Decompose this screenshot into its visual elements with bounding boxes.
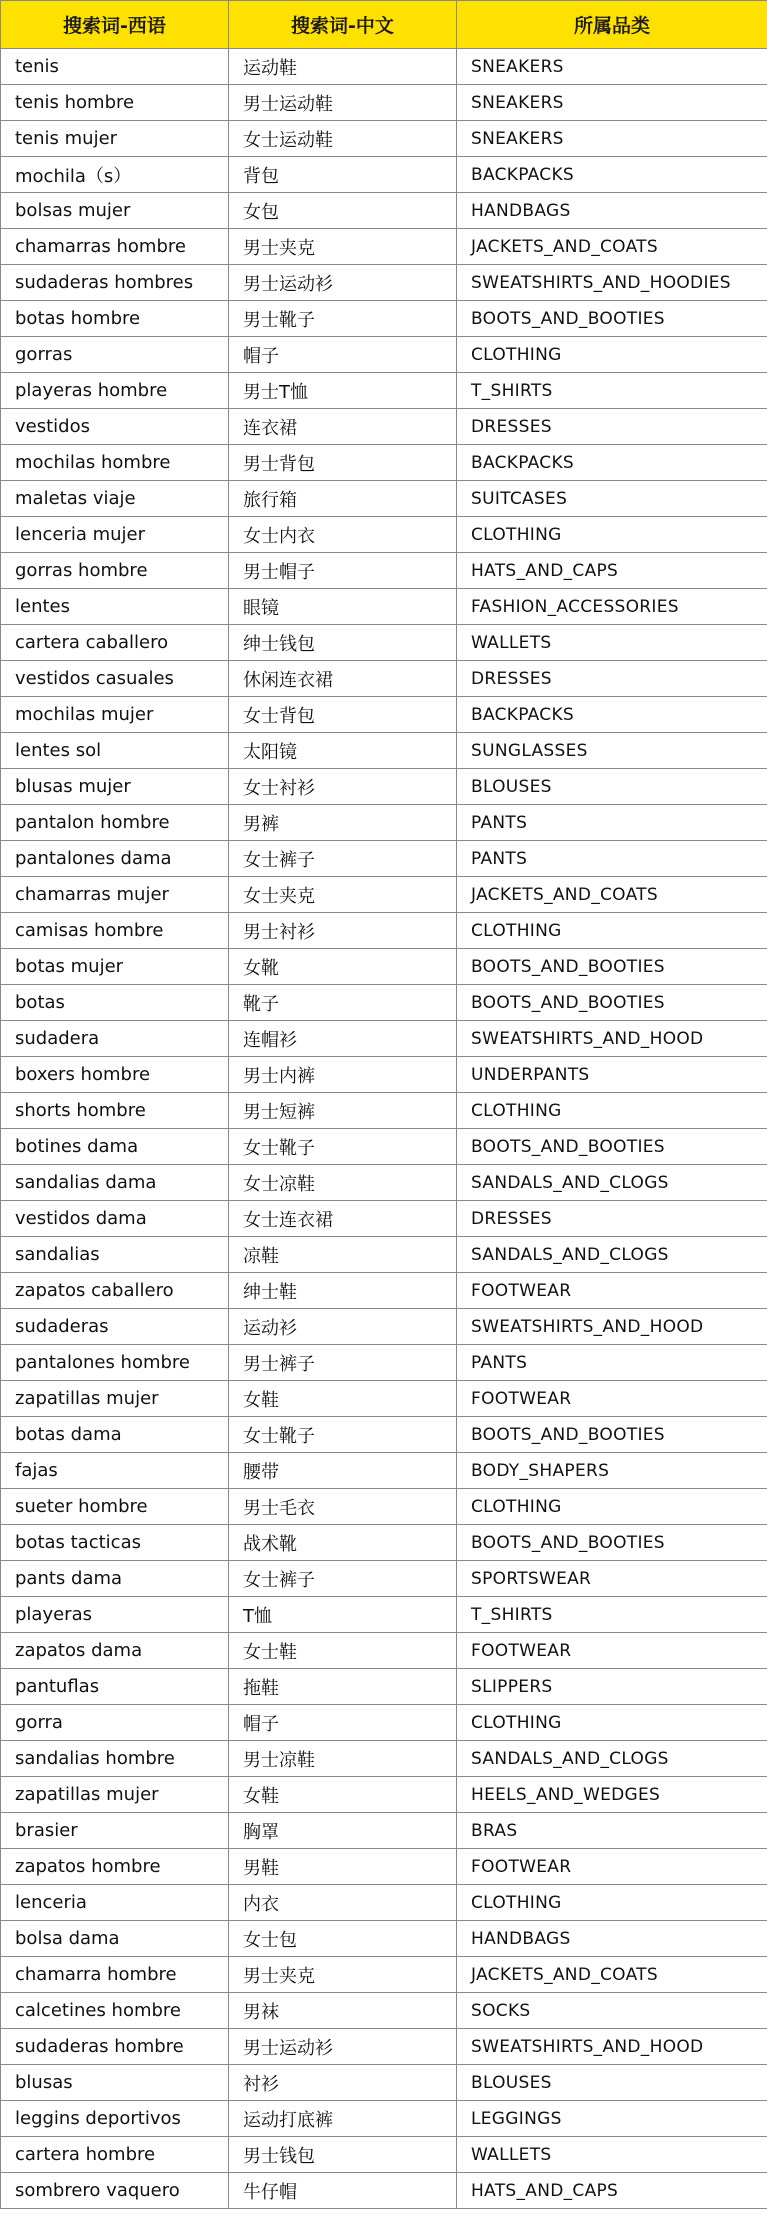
table-row <box>1 157 767 193</box>
table-header <box>1 1 767 49</box>
cell-spanish-keyword: vestidos casuales <box>1 661 229 697</box>
table-row <box>1 553 767 589</box>
cell-chinese-keyword: 女士内衣 <box>229 517 457 553</box>
cell-chinese-keyword: 男士衬衫 <box>229 913 457 949</box>
table-row <box>1 373 767 409</box>
cell-category: SOCKS <box>457 1993 767 2029</box>
cell-spanish-keyword: brasier <box>1 1813 229 1849</box>
cell-spanish-keyword: tenis <box>1 49 229 85</box>
table-row <box>1 1489 767 1525</box>
cell-spanish-keyword: playeras <box>1 1597 229 1633</box>
cell-category: SWEATSHIRTS_AND_HOOD <box>457 2029 767 2065</box>
cell-chinese-keyword: 女靴 <box>229 949 457 985</box>
cell-category: WALLETS <box>457 625 767 661</box>
cell-chinese-keyword: 绅士钱包 <box>229 625 457 661</box>
cell-spanish-keyword: blusas mujer <box>1 769 229 805</box>
cell-chinese-keyword: 男士T恤 <box>229 373 457 409</box>
cell-spanish-keyword: botas mujer <box>1 949 229 985</box>
cell-category: SWEATSHIRTS_AND_HOOD <box>457 1021 767 1057</box>
cell-category: SNEAKERS <box>457 121 767 157</box>
cell-spanish-keyword: maletas viaje <box>1 481 229 517</box>
cell-category: CLOTHING <box>457 913 767 949</box>
table-row <box>1 1057 767 1093</box>
cell-category: CLOTHING <box>457 1093 767 1129</box>
table-row <box>1 841 767 877</box>
cell-spanish-keyword: lenceria mujer <box>1 517 229 553</box>
cell-spanish-keyword: lentes sol <box>1 733 229 769</box>
cell-spanish-keyword: vestidos <box>1 409 229 445</box>
cell-chinese-keyword: 女鞋 <box>229 1777 457 1813</box>
cell-category: HANDBAGS <box>457 193 767 229</box>
cell-chinese-keyword: 靴子 <box>229 985 457 1021</box>
cell-chinese-keyword: 女士鞋 <box>229 1633 457 1669</box>
cell-chinese-keyword: T恤 <box>229 1597 457 1633</box>
cell-chinese-keyword: 男士夹克 <box>229 229 457 265</box>
cell-spanish-keyword: boxers hombre <box>1 1057 229 1093</box>
cell-chinese-keyword: 女士包 <box>229 1921 457 1957</box>
cell-category: T_SHIRTS <box>457 373 767 409</box>
cell-chinese-keyword: 连帽衫 <box>229 1021 457 1057</box>
cell-category: BACKPACKS <box>457 157 767 193</box>
cell-spanish-keyword: playeras hombre <box>1 373 229 409</box>
cell-chinese-keyword: 背包 <box>229 157 457 193</box>
cell-chinese-keyword: 休闲连衣裙 <box>229 661 457 697</box>
table-row <box>1 229 767 265</box>
table-row <box>1 1777 767 1813</box>
cell-chinese-keyword: 男士内裤 <box>229 1057 457 1093</box>
cell-spanish-keyword: bolsas mujer <box>1 193 229 229</box>
cell-spanish-keyword: shorts hombre <box>1 1093 229 1129</box>
table-row <box>1 1921 767 1957</box>
table-row <box>1 121 767 157</box>
table-row <box>1 1993 767 2029</box>
cell-category: CLOTHING <box>457 517 767 553</box>
table-row <box>1 1957 767 1993</box>
cell-category: SUNGLASSES <box>457 733 767 769</box>
cell-chinese-keyword: 男袜 <box>229 1993 457 2029</box>
cell-spanish-keyword: leggins deportivos <box>1 2101 229 2137</box>
table-row <box>1 1849 767 1885</box>
cell-chinese-keyword: 男裤 <box>229 805 457 841</box>
cell-category: SWEATSHIRTS_AND_HOODIES <box>457 265 767 301</box>
cell-category: PANTS <box>457 841 767 877</box>
table-row <box>1 1129 767 1165</box>
cell-spanish-keyword: zapatillas mujer <box>1 1777 229 1813</box>
table-row <box>1 625 767 661</box>
cell-chinese-keyword: 太阳镜 <box>229 733 457 769</box>
cell-spanish-keyword: lenceria <box>1 1885 229 1921</box>
cell-chinese-keyword: 女士凉鞋 <box>229 1165 457 1201</box>
table-row <box>1 2137 767 2173</box>
table-row <box>1 1381 767 1417</box>
cell-category: FOOTWEAR <box>457 1273 767 1309</box>
table-row <box>1 1633 767 1669</box>
cell-spanish-keyword: tenis hombre <box>1 85 229 121</box>
table-row <box>1 481 767 517</box>
table-row <box>1 337 767 373</box>
cell-category: SNEAKERS <box>457 85 767 121</box>
cell-spanish-keyword: vestidos dama <box>1 1201 229 1237</box>
cell-spanish-keyword: chamarras hombre <box>1 229 229 265</box>
cell-category: BRAS <box>457 1813 767 1849</box>
cell-category: DRESSES <box>457 409 767 445</box>
cell-spanish-keyword: sandalias hombre <box>1 1741 229 1777</box>
cell-spanish-keyword: bolsa dama <box>1 1921 229 1957</box>
table-row <box>1 1093 767 1129</box>
cell-chinese-keyword: 运动衫 <box>229 1309 457 1345</box>
table-row <box>1 1237 767 1273</box>
cell-chinese-keyword: 帽子 <box>229 337 457 373</box>
cell-category: SWEATSHIRTS_AND_HOOD <box>457 1309 767 1345</box>
cell-chinese-keyword: 女士靴子 <box>229 1129 457 1165</box>
cell-chinese-keyword: 绅士鞋 <box>229 1273 457 1309</box>
cell-category: HEELS_AND_WEDGES <box>457 1777 767 1813</box>
cell-spanish-keyword: tenis mujer <box>1 121 229 157</box>
cell-category: BACKPACKS <box>457 445 767 481</box>
cell-spanish-keyword: lentes <box>1 589 229 625</box>
cell-spanish-keyword: botas <box>1 985 229 1021</box>
cell-category: SNEAKERS <box>457 49 767 85</box>
cell-chinese-keyword: 男士短裤 <box>229 1093 457 1129</box>
cell-category: WALLETS <box>457 2137 767 2173</box>
table-row <box>1 409 767 445</box>
table-row <box>1 1453 767 1489</box>
cell-category: SUITCASES <box>457 481 767 517</box>
table-row <box>1 1273 767 1309</box>
cell-chinese-keyword: 内衣 <box>229 1885 457 1921</box>
cell-spanish-keyword: botas dama <box>1 1417 229 1453</box>
table-row <box>1 985 767 1021</box>
cell-category: DRESSES <box>457 661 767 697</box>
cell-spanish-keyword: pantalon hombre <box>1 805 229 841</box>
cell-chinese-keyword: 腰带 <box>229 1453 457 1489</box>
cell-spanish-keyword: gorras <box>1 337 229 373</box>
table-row <box>1 1525 767 1561</box>
cell-category: JACKETS_AND_COATS <box>457 1957 767 1993</box>
cell-category: PANTS <box>457 805 767 841</box>
cell-chinese-keyword: 眼镜 <box>229 589 457 625</box>
cell-chinese-keyword: 男士凉鞋 <box>229 1741 457 1777</box>
cell-spanish-keyword: zapatos hombre <box>1 1849 229 1885</box>
table-row <box>1 697 767 733</box>
cell-category: SANDALS_AND_CLOGS <box>457 1237 767 1273</box>
cell-spanish-keyword: chamarras mujer <box>1 877 229 913</box>
table-row <box>1 589 767 625</box>
cell-category: BLOUSES <box>457 769 767 805</box>
cell-category: BOOTS_AND_BOOTIES <box>457 1525 767 1561</box>
cell-spanish-keyword: botas tacticas <box>1 1525 229 1561</box>
cell-category: FASHION_ACCESSORIES <box>457 589 767 625</box>
cell-spanish-keyword: blusas <box>1 2065 229 2101</box>
cell-category: CLOTHING <box>457 1489 767 1525</box>
cell-category: HATS_AND_CAPS <box>457 553 767 589</box>
cell-spanish-keyword: calcetines hombre <box>1 1993 229 2029</box>
cell-category: CLOTHING <box>457 1885 767 1921</box>
table-row <box>1 769 767 805</box>
cell-spanish-keyword: botas hombre <box>1 301 229 337</box>
cell-chinese-keyword: 帽子 <box>229 1705 457 1741</box>
cell-spanish-keyword: sueter hombre <box>1 1489 229 1525</box>
cell-category: BODY_SHAPERS <box>457 1453 767 1489</box>
table-row <box>1 949 767 985</box>
cell-chinese-keyword: 女士运动鞋 <box>229 121 457 157</box>
cell-spanish-keyword: sudaderas hombres <box>1 265 229 301</box>
cell-chinese-keyword: 女士靴子 <box>229 1417 457 1453</box>
table-row <box>1 1813 767 1849</box>
cell-category: HATS_AND_CAPS <box>457 2173 767 2209</box>
cell-chinese-keyword: 女士衬衫 <box>229 769 457 805</box>
cell-spanish-keyword: sombrero vaquero <box>1 2173 229 2209</box>
cell-category: SLIPPERS <box>457 1669 767 1705</box>
cell-chinese-keyword: 女鞋 <box>229 1381 457 1417</box>
cell-category: BOOTS_AND_BOOTIES <box>457 301 767 337</box>
cell-category: PANTS <box>457 1345 767 1381</box>
table-row <box>1 1597 767 1633</box>
cell-chinese-keyword: 男士运动鞋 <box>229 85 457 121</box>
table-row <box>1 1741 767 1777</box>
cell-category: FOOTWEAR <box>457 1849 767 1885</box>
table-row <box>1 2101 767 2137</box>
table-row <box>1 85 767 121</box>
cell-spanish-keyword: mochilas hombre <box>1 445 229 481</box>
table-row <box>1 913 767 949</box>
cell-spanish-keyword: sudaderas hombre <box>1 2029 229 2065</box>
cell-category: CLOTHING <box>457 1705 767 1741</box>
cell-chinese-keyword: 男士裤子 <box>229 1345 457 1381</box>
cell-chinese-keyword: 男士夹克 <box>229 1957 457 1993</box>
cell-spanish-keyword: sudaderas <box>1 1309 229 1345</box>
cell-category: CLOTHING <box>457 337 767 373</box>
cell-category: BOOTS_AND_BOOTIES <box>457 1417 767 1453</box>
cell-category: SANDALS_AND_CLOGS <box>457 1165 767 1201</box>
table-row <box>1 301 767 337</box>
cell-category: BLOUSES <box>457 2065 767 2101</box>
table-row <box>1 2029 767 2065</box>
table-row <box>1 193 767 229</box>
table-row <box>1 1561 767 1597</box>
cell-spanish-keyword: sandalias <box>1 1237 229 1273</box>
table-row <box>1 1165 767 1201</box>
cell-spanish-keyword: fajas <box>1 1453 229 1489</box>
cell-spanish-keyword: cartera caballero <box>1 625 229 661</box>
cell-chinese-keyword: 男士运动衫 <box>229 265 457 301</box>
cell-chinese-keyword: 男士运动衫 <box>229 2029 457 2065</box>
table-row <box>1 1417 767 1453</box>
cell-category: BOOTS_AND_BOOTIES <box>457 1129 767 1165</box>
table-row <box>1 1345 767 1381</box>
cell-spanish-keyword: pants dama <box>1 1561 229 1597</box>
cell-category: FOOTWEAR <box>457 1381 767 1417</box>
cell-chinese-keyword: 运动打底裤 <box>229 2101 457 2137</box>
cell-category: DRESSES <box>457 1201 767 1237</box>
table-body <box>1 49 767 2209</box>
cell-category: FOOTWEAR <box>457 1633 767 1669</box>
cell-category: T_SHIRTS <box>457 1597 767 1633</box>
cell-chinese-keyword: 男士背包 <box>229 445 457 481</box>
cell-spanish-keyword: mochilas mujer <box>1 697 229 733</box>
cell-chinese-keyword: 运动鞋 <box>229 49 457 85</box>
cell-chinese-keyword: 凉鞋 <box>229 1237 457 1273</box>
cell-category: BOOTS_AND_BOOTIES <box>457 949 767 985</box>
cell-chinese-keyword: 连衣裙 <box>229 409 457 445</box>
table-row <box>1 1669 767 1705</box>
cell-chinese-keyword: 女士夹克 <box>229 877 457 913</box>
table-row <box>1 1021 767 1057</box>
cell-category: JACKETS_AND_COATS <box>457 877 767 913</box>
table-row <box>1 517 767 553</box>
cell-category: LEGGINGS <box>457 2101 767 2137</box>
cell-category: UNDERPANTS <box>457 1057 767 1093</box>
cell-chinese-keyword: 男士毛衣 <box>229 1489 457 1525</box>
cell-chinese-keyword: 衬衫 <box>229 2065 457 2101</box>
cell-spanish-keyword: chamarra hombre <box>1 1957 229 1993</box>
cell-spanish-keyword: pantalones hombre <box>1 1345 229 1381</box>
cell-chinese-keyword: 男士帽子 <box>229 553 457 589</box>
cell-category: BACKPACKS <box>457 697 767 733</box>
cell-spanish-keyword: mochila（s） <box>1 157 229 193</box>
table-row <box>1 733 767 769</box>
cell-spanish-keyword: sandalias dama <box>1 1165 229 1201</box>
cell-chinese-keyword: 女士裤子 <box>229 841 457 877</box>
cell-spanish-keyword: gorra <box>1 1705 229 1741</box>
table-row <box>1 49 767 85</box>
cell-category: SANDALS_AND_CLOGS <box>457 1741 767 1777</box>
cell-chinese-keyword: 拖鞋 <box>229 1669 457 1705</box>
table-row <box>1 1309 767 1345</box>
cell-chinese-keyword: 女士连衣裙 <box>229 1201 457 1237</box>
cell-chinese-keyword: 胸罩 <box>229 1813 457 1849</box>
table-row <box>1 1885 767 1921</box>
header-chinese-keyword: 搜索词-中文 <box>229 1 457 49</box>
cell-spanish-keyword: botines dama <box>1 1129 229 1165</box>
cell-chinese-keyword: 女包 <box>229 193 457 229</box>
cell-chinese-keyword: 牛仔帽 <box>229 2173 457 2209</box>
header-category: 所属品类 <box>457 1 767 49</box>
cell-spanish-keyword: zapatillas mujer <box>1 1381 229 1417</box>
cell-spanish-keyword: zapatos caballero <box>1 1273 229 1309</box>
cell-chinese-keyword: 女士背包 <box>229 697 457 733</box>
cell-spanish-keyword: zapatos dama <box>1 1633 229 1669</box>
cell-chinese-keyword: 男士靴子 <box>229 301 457 337</box>
table-row <box>1 877 767 913</box>
cell-chinese-keyword: 男鞋 <box>229 1849 457 1885</box>
cell-chinese-keyword: 女士裤子 <box>229 1561 457 1597</box>
cell-spanish-keyword: gorras hombre <box>1 553 229 589</box>
cell-spanish-keyword: pantuflas <box>1 1669 229 1705</box>
cell-chinese-keyword: 旅行箱 <box>229 481 457 517</box>
table-row <box>1 265 767 301</box>
cell-spanish-keyword: pantalones dama <box>1 841 229 877</box>
cell-chinese-keyword: 男士钱包 <box>229 2137 457 2173</box>
cell-spanish-keyword: cartera hombre <box>1 2137 229 2173</box>
cell-chinese-keyword: 战术靴 <box>229 1525 457 1561</box>
cell-spanish-keyword: camisas hombre <box>1 913 229 949</box>
table-row <box>1 1201 767 1237</box>
table-row <box>1 445 767 481</box>
header-row <box>1 1 767 49</box>
table-row <box>1 1705 767 1741</box>
table-row <box>1 805 767 841</box>
cell-category: SPORTSWEAR <box>457 1561 767 1597</box>
cell-category: HANDBAGS <box>457 1921 767 1957</box>
table-row <box>1 2065 767 2101</box>
table-row <box>1 661 767 697</box>
cell-category: BOOTS_AND_BOOTIES <box>457 985 767 1021</box>
cell-spanish-keyword: sudadera <box>1 1021 229 1057</box>
cell-category: JACKETS_AND_COATS <box>457 229 767 265</box>
header-spanish-keyword: 搜索词-西语 <box>1 1 229 49</box>
table-row <box>1 2173 767 2209</box>
